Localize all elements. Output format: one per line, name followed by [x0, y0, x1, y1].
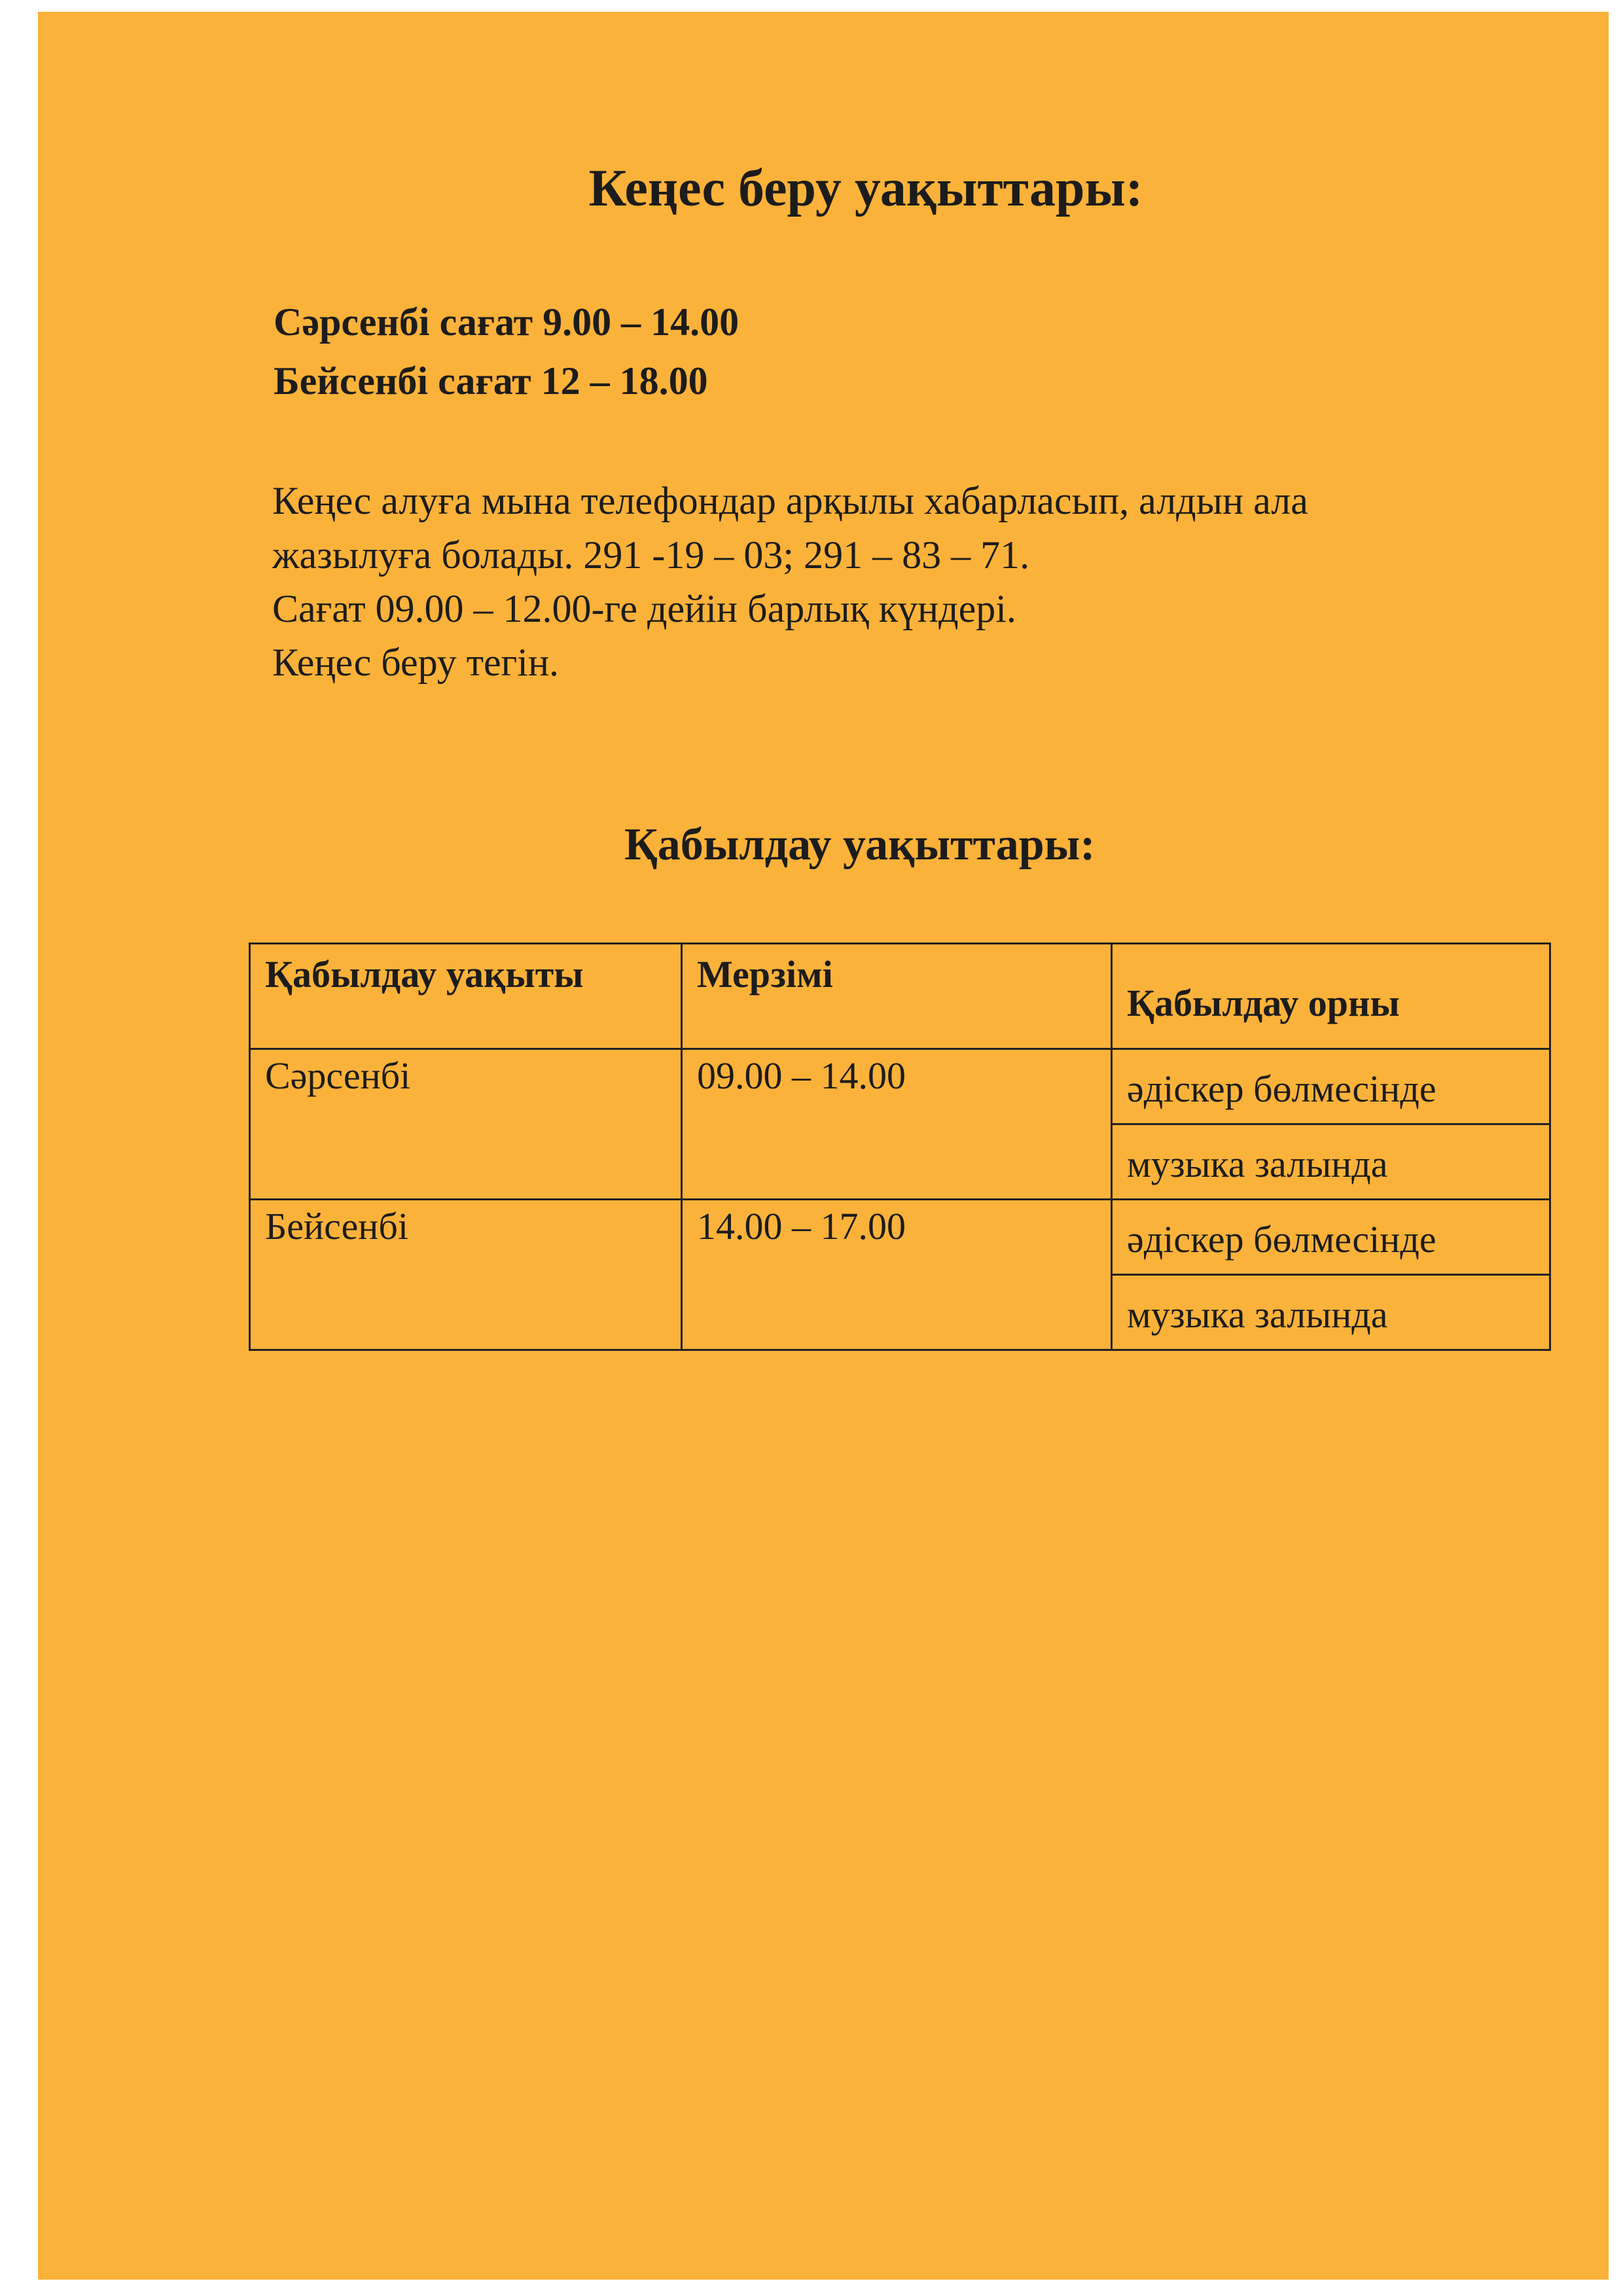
header-reception-time: Қабылдау уақыты [250, 944, 682, 1049]
header-period: Мерзімі [682, 944, 1112, 1049]
table-row [250, 1200, 1550, 1275]
reception-table [249, 942, 1551, 1351]
row-thursday-place-1: әдіскер бөлмесінде [1112, 1200, 1550, 1275]
table-row [250, 1049, 1550, 1124]
info-line-free: Кеңес беру тегін. [272, 641, 560, 684]
row-wednesday-day: Сәрсенбі [250, 1049, 682, 1200]
info-line-hours: Сағат 09.00 – 12.00-ге дейін барлық күндері. [272, 587, 1016, 630]
header-reception-place: Қабылдау орны [1112, 944, 1550, 1049]
row-thursday-day: Бейсенбі [250, 1200, 682, 1350]
reception-title: Қабылдау уақыттары: [624, 819, 1096, 870]
info-line-phones-intro: Кеңес алуға мына телефондар арқылы хабарласып, алдын ала [272, 479, 1308, 522]
document-sheet [38, 12, 1609, 2280]
info-line-phones: жазылуға болады. 291 -19 – 03; 291 – 83 – 71. [272, 533, 1030, 577]
row-thursday-period: 14.00 – 17.00 [682, 1200, 1112, 1350]
table-header-row [250, 944, 1550, 1049]
schedule-wednesday: Сәрсенбі сағат 9.00 – 14.00 [274, 300, 740, 344]
row-wednesday-period: 09.00 – 14.00 [682, 1049, 1112, 1200]
schedule-thursday: Бейсенбі сағат 12 – 18.00 [274, 359, 708, 403]
consultation-title: Кеңес беру уақыттары: [588, 160, 1143, 217]
row-wednesday-place-2: музыка залында [1112, 1124, 1550, 1200]
reception-table-wrapper [249, 942, 1549, 1351]
row-thursday-place-2: музыка залында [1112, 1275, 1550, 1350]
row-wednesday-place-1: әдіскер бөлмесінде [1112, 1049, 1550, 1124]
